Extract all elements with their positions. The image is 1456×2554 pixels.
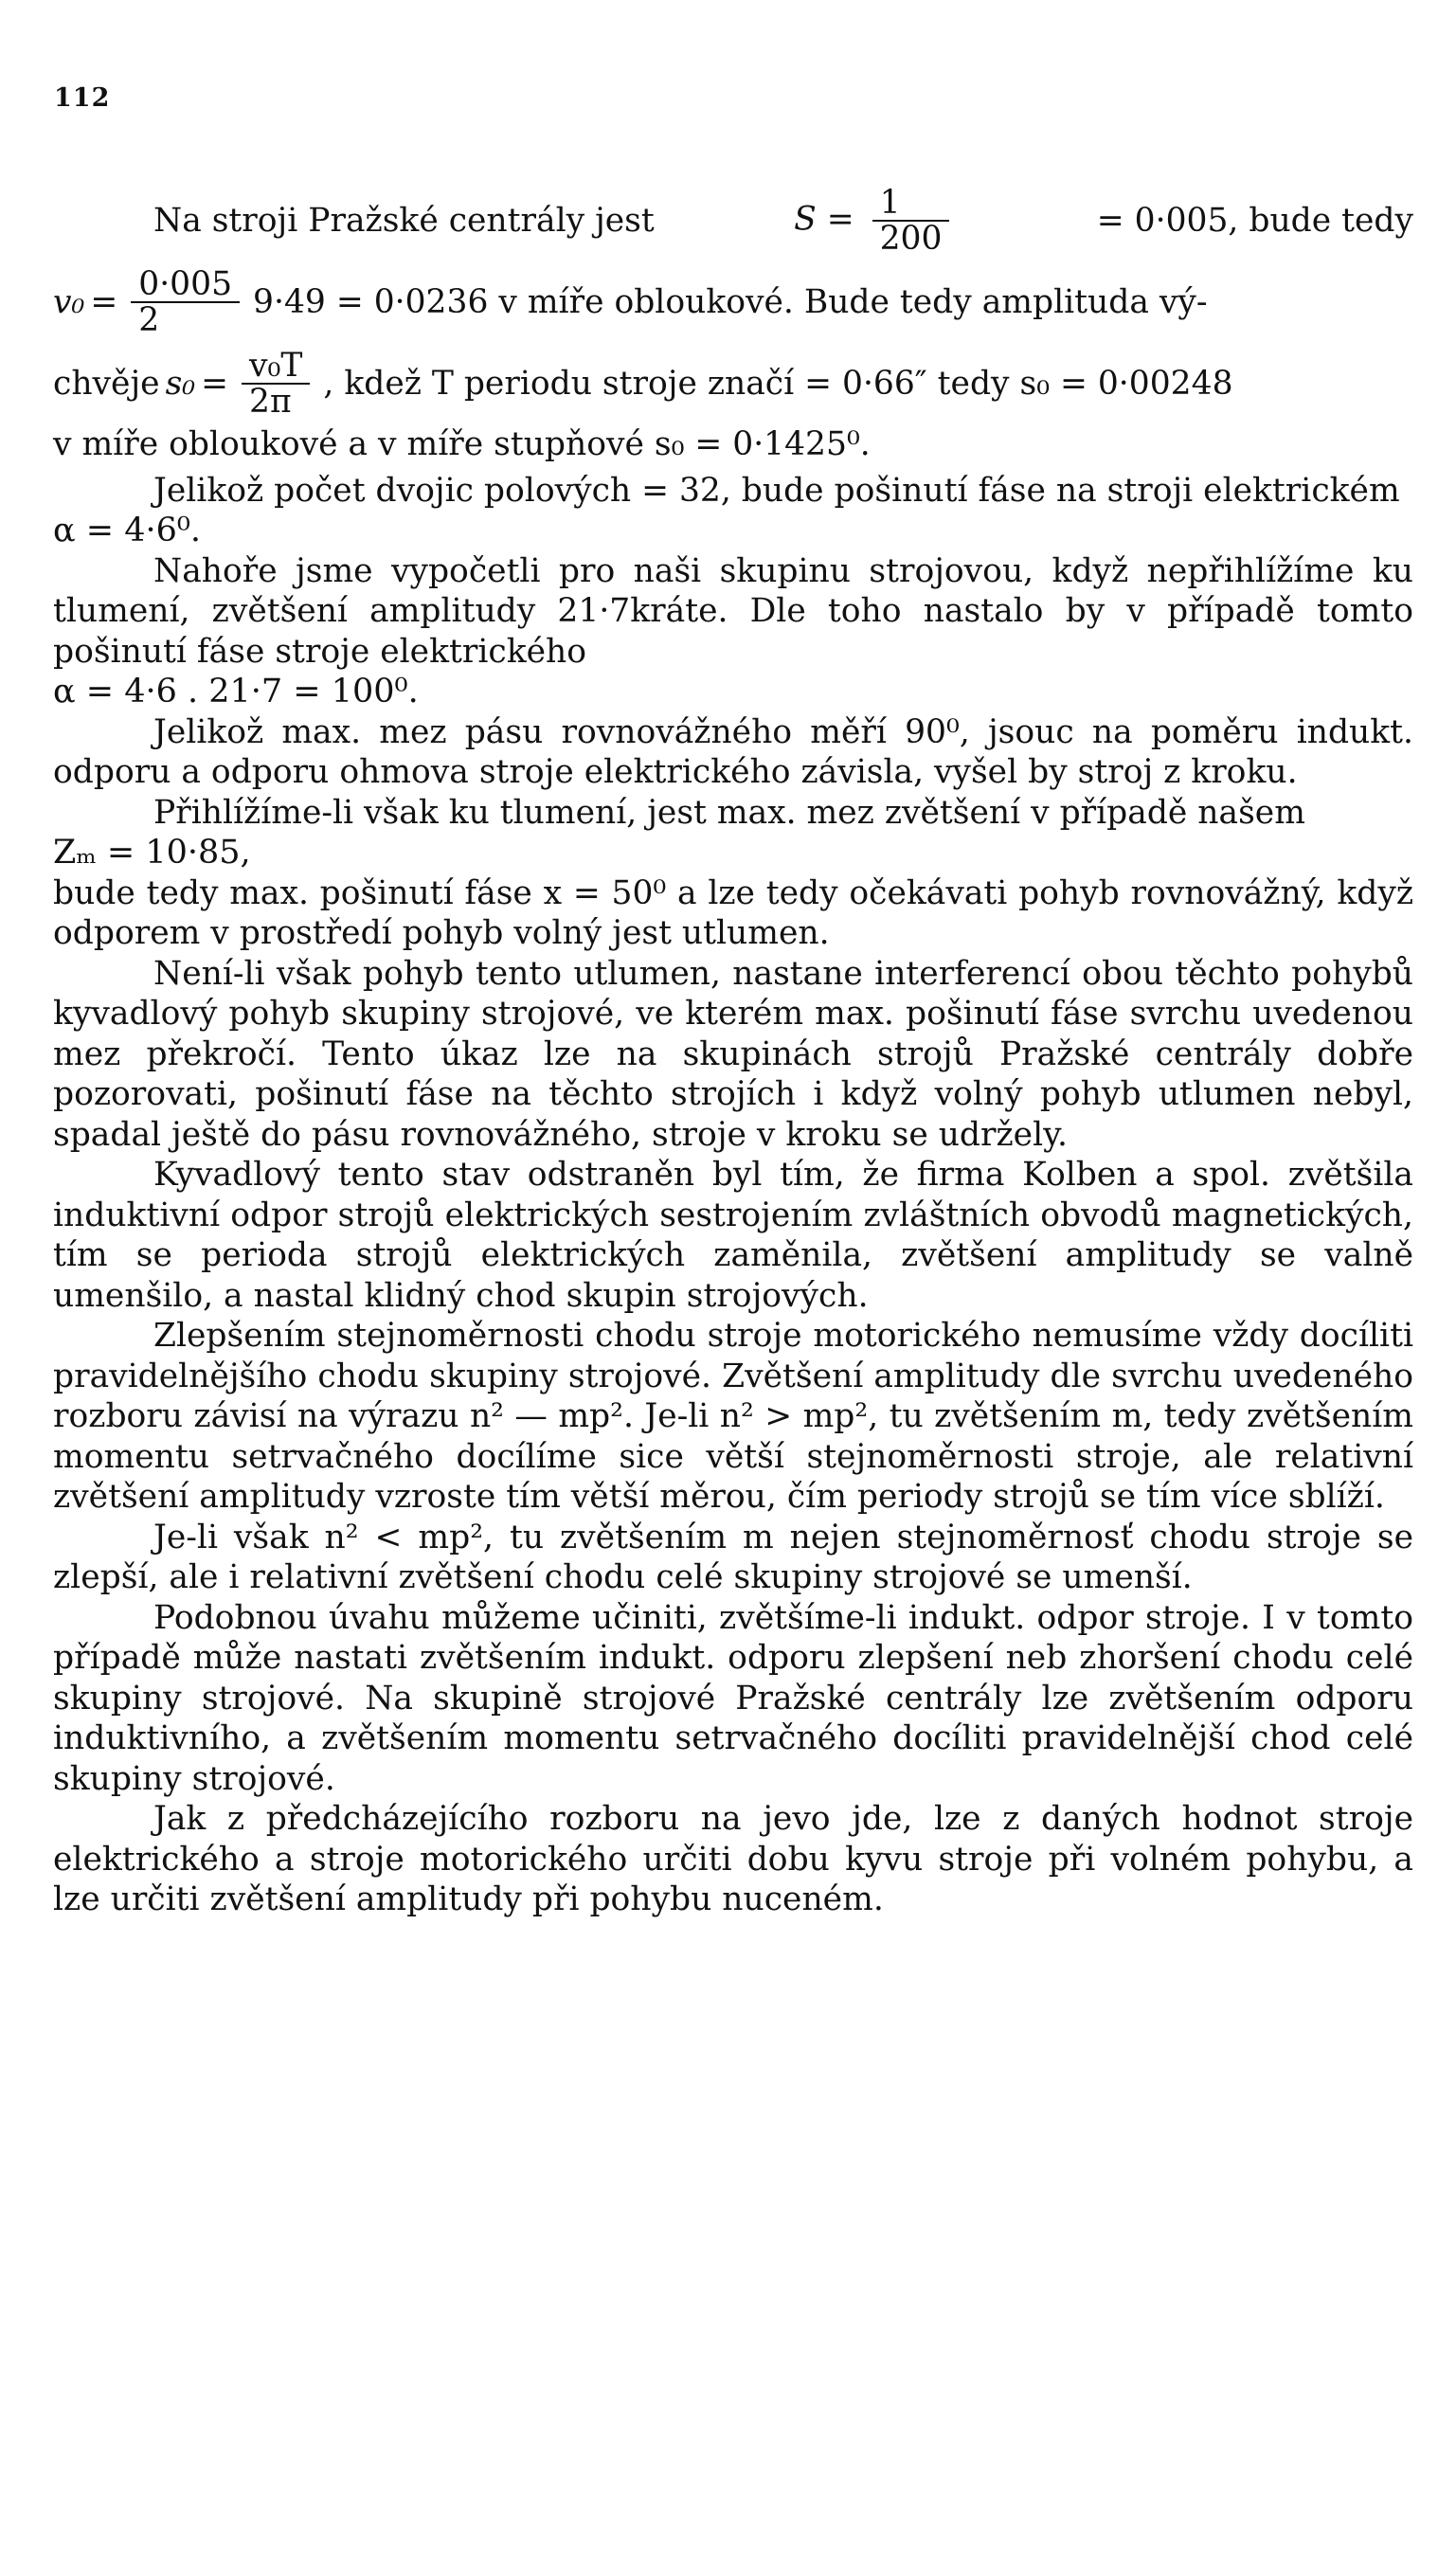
paragraph: Podobnou úvahu můžeme učiniti, zvětšíme-li indukt. odpor stroje. I v tomto případě může nastati zvětšením indukt. odporu zlepšení neb zhoršení chodu celé skupiny strojové. Na skupině strojové Pražské centrály lze zvětšením odporu induktivního, a zvětšením momentu setrvačného docíliti pravidelnější chod celé skupiny strojové. <box>53 1598 1413 1798</box>
equation: Zₘ = 10·85, <box>53 834 251 872</box>
equation: α = 4·6⁰. <box>53 512 202 549</box>
equals-sign: = <box>90 282 118 321</box>
formula-line-s0 <box>53 343 1413 424</box>
paragraph: Kyvadlový tento stav odstraněn byl tím, že firma Kolben a spol. zvětšila induktivní odpor strojů elektrických sestrojením zvláštních obvodů magnetických, tím se perioda strojů elektrických zaměnila, zvětšení amplitudy se valně umenšilo, a nastal klidný chod skupin strojových. <box>53 1156 1413 1315</box>
fraction-numerator: 1 <box>872 186 950 222</box>
paragraph: bude tedy max. pošinutí fáse x = 50⁰ a lze tedy očekávati pohyb rovnovážný, když odporem v prostředí pohyb volný jest utlumen. <box>53 873 1413 952</box>
equals-sign: = <box>201 364 229 403</box>
formula-v0-tail: 9·49 = 0·0236 v míře obloukové. Bude tedy amplituda vý- <box>253 282 1208 321</box>
fraction-numerator: 0·005 <box>131 267 240 303</box>
formula-s-lead: Na stroji Pražské centrály jest <box>153 201 655 240</box>
fraction-1-200 <box>872 186 950 256</box>
paragraph: Přihlížíme-li však ku tlumení, jest max. mez zvětšení v případě našem <box>153 793 1305 832</box>
fraction-denominator: 2 <box>138 301 160 339</box>
paragraph: Jelikož max. mez pásu rovnovážného měří 90⁰, jsouc na poměru indukt. odporu a odporu ohmova stroje elektrického závisla, vyšel by stroj z kroku. <box>53 712 1413 791</box>
symbol-s0: s₀ <box>165 364 196 403</box>
fraction-denominator: 2π <box>249 383 292 421</box>
formula-line-s <box>53 180 1413 261</box>
formula-s-tail: = 0·005, bude tedy <box>1096 201 1413 240</box>
formula-line-v0 <box>53 261 1413 343</box>
paragraph: Jak z předcházejícího rozboru na jevo jde, lze z daných hodnot stroje elektrického a stroje motorického určiti dobu kyvu stroje při volném pohybu, a lze určiti zvětšení amplitudy při pohybu nuceném. <box>53 1800 1413 1918</box>
paragraph: Není-li však pohyb tento utlumen, nastane interferencí obou těchto pohybů kyvadlový pohyb skupiny strojové, ve kterém max. pošinutí fáse svrchu uvedenou mez překročí. Tento úkaz lze na skupinách strojů Pražské centrály dobře pozorovati, pošinutí fáse na těchto strojích i když volný pohyb utlumen nebyl, spadal ještě do pásu rovnovážného, stroje v kroku se udržely. <box>53 954 1413 1154</box>
symbol-s: S <box>794 200 817 239</box>
paragraph: Jelikož počet dvojic polových = 32, bude pošinutí fáse na stroji elektrickém <box>153 471 1400 510</box>
formula-s-group <box>794 186 957 256</box>
equals-sign: = <box>826 200 854 239</box>
paragraph: Zlepšením stejnoměrnosti chodu stroje motorického nemusíme vždy docíliti pravidelnějšího chodu skupiny strojové. Zvětšení amplitudy dle svrchu uvedeného rozboru závisí na výrazu n² — mp². Je-li n² > mp², tu zvětšením m, tedy zvětšením momentu setrvačného docílíme sice větší stejnoměrnosti stroje, ale relativní zvětšení amplitudy vzroste tím větší měrou, čím periody strojů se tím více sblíží. <box>53 1317 1413 1516</box>
page-number: 112 <box>54 83 111 113</box>
paragraph: Nahoře jsme vypočetli pro naši skupinu strojovou, když nepřihlížíme ku tlumení, zvětšení amplitudy 21·7kráte. Dle toho nastalo by v případě tomto pošinutí fáse stroje elektrického <box>53 551 1413 671</box>
fraction-0005-2 <box>131 267 240 337</box>
page-body <box>53 180 1413 1920</box>
paragraph: v míře obloukové a v míře stupňové s₀ = 0·1425⁰. <box>53 425 871 463</box>
paragraph: Je-li však n² < mp², tu zvětšením m nejen stejnoměrnosť chodu stroje se zlepší, ale i relativní zvětšení chodu celé skupiny strojové se umenší. <box>53 1518 1413 1596</box>
formula-s0-lead: chvěje <box>53 364 160 403</box>
fraction-denominator: 200 <box>879 220 943 258</box>
fraction-numerator: v₀T <box>242 349 310 385</box>
equation: α = 4·6 . 21·7 = 100⁰. <box>53 673 419 710</box>
formula-s0-tail: , kdež T periodu stroje značí = 0·66″ tedy s₀ = 0·00248 <box>323 364 1233 403</box>
symbol-v0: v₀ <box>53 282 85 321</box>
fraction-v0T-2pi <box>242 349 310 419</box>
